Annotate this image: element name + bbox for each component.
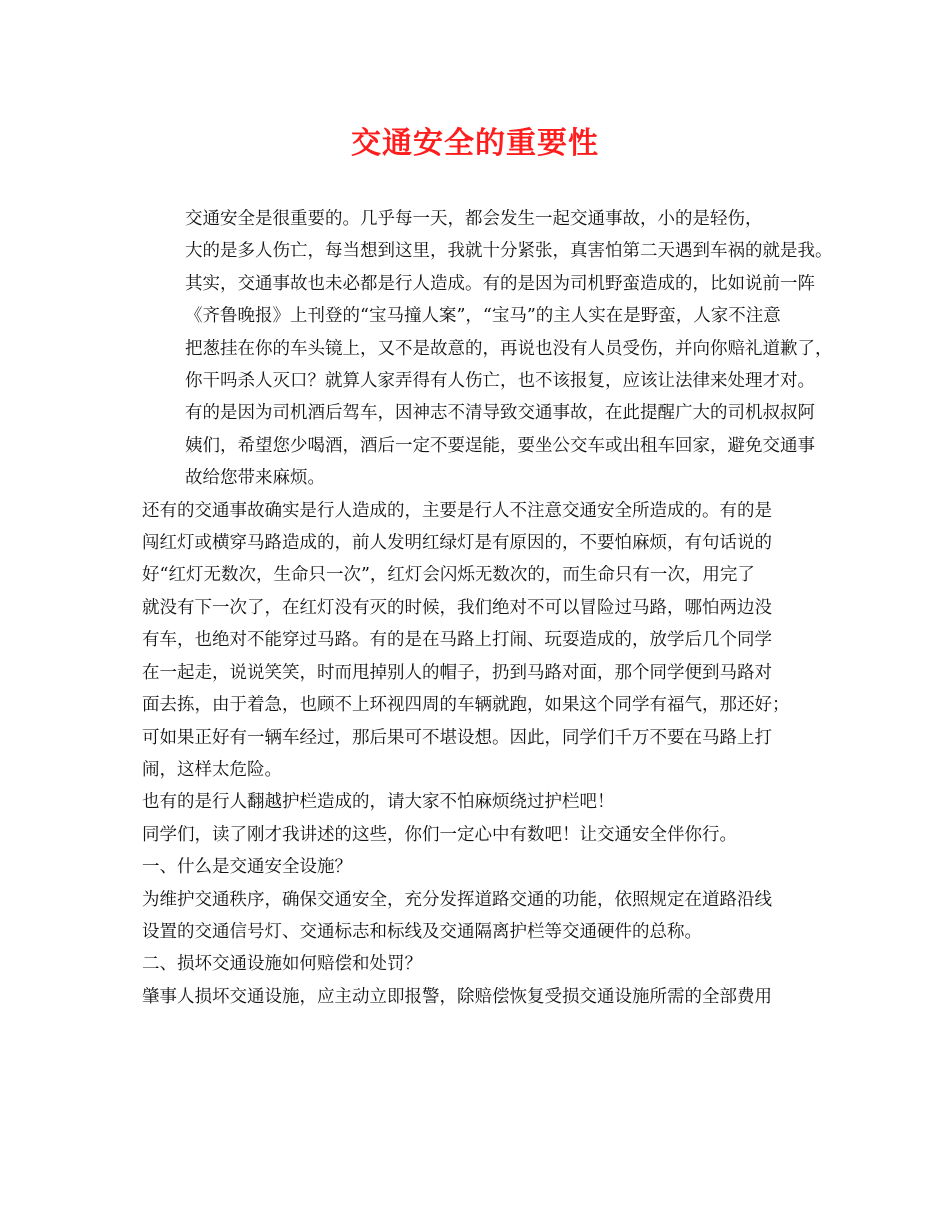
paragraph (142, 495, 828, 787)
text-line: 故给您带来麻烦。 (185, 468, 325, 489)
text-line: 在一起走，说说笑笑，时而甩掉别人的帽子，扔到马路对面，那个同学便到马路对 (142, 662, 772, 683)
text-line: 为维护交通秩序，确保交通安全，充分发挥道路交通的功能，依照规定在道路沿线 (142, 889, 772, 910)
paragraph (142, 948, 828, 980)
document-body (142, 203, 833, 1013)
text-line: 其实，交通事故也未必都是行人造成。有的是因为司机野蛮造成的，比如说前一阵 (185, 273, 815, 294)
paragraph (142, 819, 828, 851)
text-line: 面去拣，由于着急，也顾不上环视四周的车辆就跑，如果这个同学有福气，那还好； (142, 695, 790, 716)
text-line: 闯红灯或横穿马路造成的，前人发明红绿灯是有原因的，不要怕麻烦，有句话说的 (142, 533, 772, 554)
text-line: 交通安全是很重要的。几乎每一天，都会发生一起交通事故，小的是轻伤， (185, 209, 763, 229)
text-line: 可如果正好有一辆车经过，那后果可不堪设想。因此，同学们千万不要在马路上打 (142, 727, 772, 748)
text-line: 设置的交通信号灯、交通标志和标线及交通隔离护栏等交通硬件的总称。 (142, 921, 702, 942)
text-line: 就没有下一次了，在红灯没有灭的时候，我们绝对不可以冒险过马路，哪怕两边没 (142, 597, 772, 618)
paragraph (142, 203, 833, 495)
text-line: 姨们，希望您少喝酒，酒后一定不要逞能，要坐公交车或出租车回家，避免交通事 (185, 435, 815, 456)
paragraph (142, 884, 828, 949)
text-line: 《齐鲁晚报》上刊登的“宝马撞人案”，“宝马”的主人实在是野蛮，人家不注意 (185, 306, 781, 327)
text-line: 还有的交通事故确实是行人造成的，主要是行人不注意交通安全所造成的。有的是 (142, 500, 772, 521)
text-line: 你干吗杀人灭口？就算人家弄得有人伤亡，也不该报复，应该让法律来处理才对。 (185, 371, 815, 392)
text-line: 好“红灯无数次，生命只一次”，红灯会闪烁无数次的，而生命只有一次，用完了 (142, 565, 755, 586)
text-line: 同学们，读了刚才我讲述的这些，你们一定心中有数吧！让交通安全伴你行。 (142, 824, 737, 845)
text-line: 肇事人损坏交通设施，应主动立即报警，除赔偿恢复受损交通设施所需的全部费用 (142, 986, 772, 1007)
text-line: 大的是多人伤亡，每当想到这里，我就十分紧张，真害怕第二天遇到车祸的就是我。 (185, 241, 833, 262)
text-line: 一、什么是交通安全设施？ (142, 857, 352, 878)
paragraph (142, 981, 828, 1013)
paragraph (142, 851, 828, 883)
text-line: 有的是因为司机酒后驾车，因神志不清导致交通事故，在此提醒广大的司机叔叔阿 (185, 403, 815, 424)
paragraph (142, 786, 828, 818)
text-line: 有车，也绝对不能穿过马路。有的是在马路上打闹、玩耍造成的，放学后几个同学 (142, 630, 772, 651)
page-title: 交通安全的重要性 (351, 126, 599, 161)
text-line: 闹，这样太危险。 (142, 759, 282, 780)
text-line: 把葱挂在你的车头镜上，又不是故意的，再说也没有人员受伤，并向你赔礼道歉了， (185, 338, 833, 359)
text-line: 二、损坏交通设施如何赔偿和处罚？ (142, 954, 422, 975)
text-line: 也有的是行人翻越护栏造成的，请大家不怕麻烦绕过护栏吧！ (142, 792, 615, 813)
